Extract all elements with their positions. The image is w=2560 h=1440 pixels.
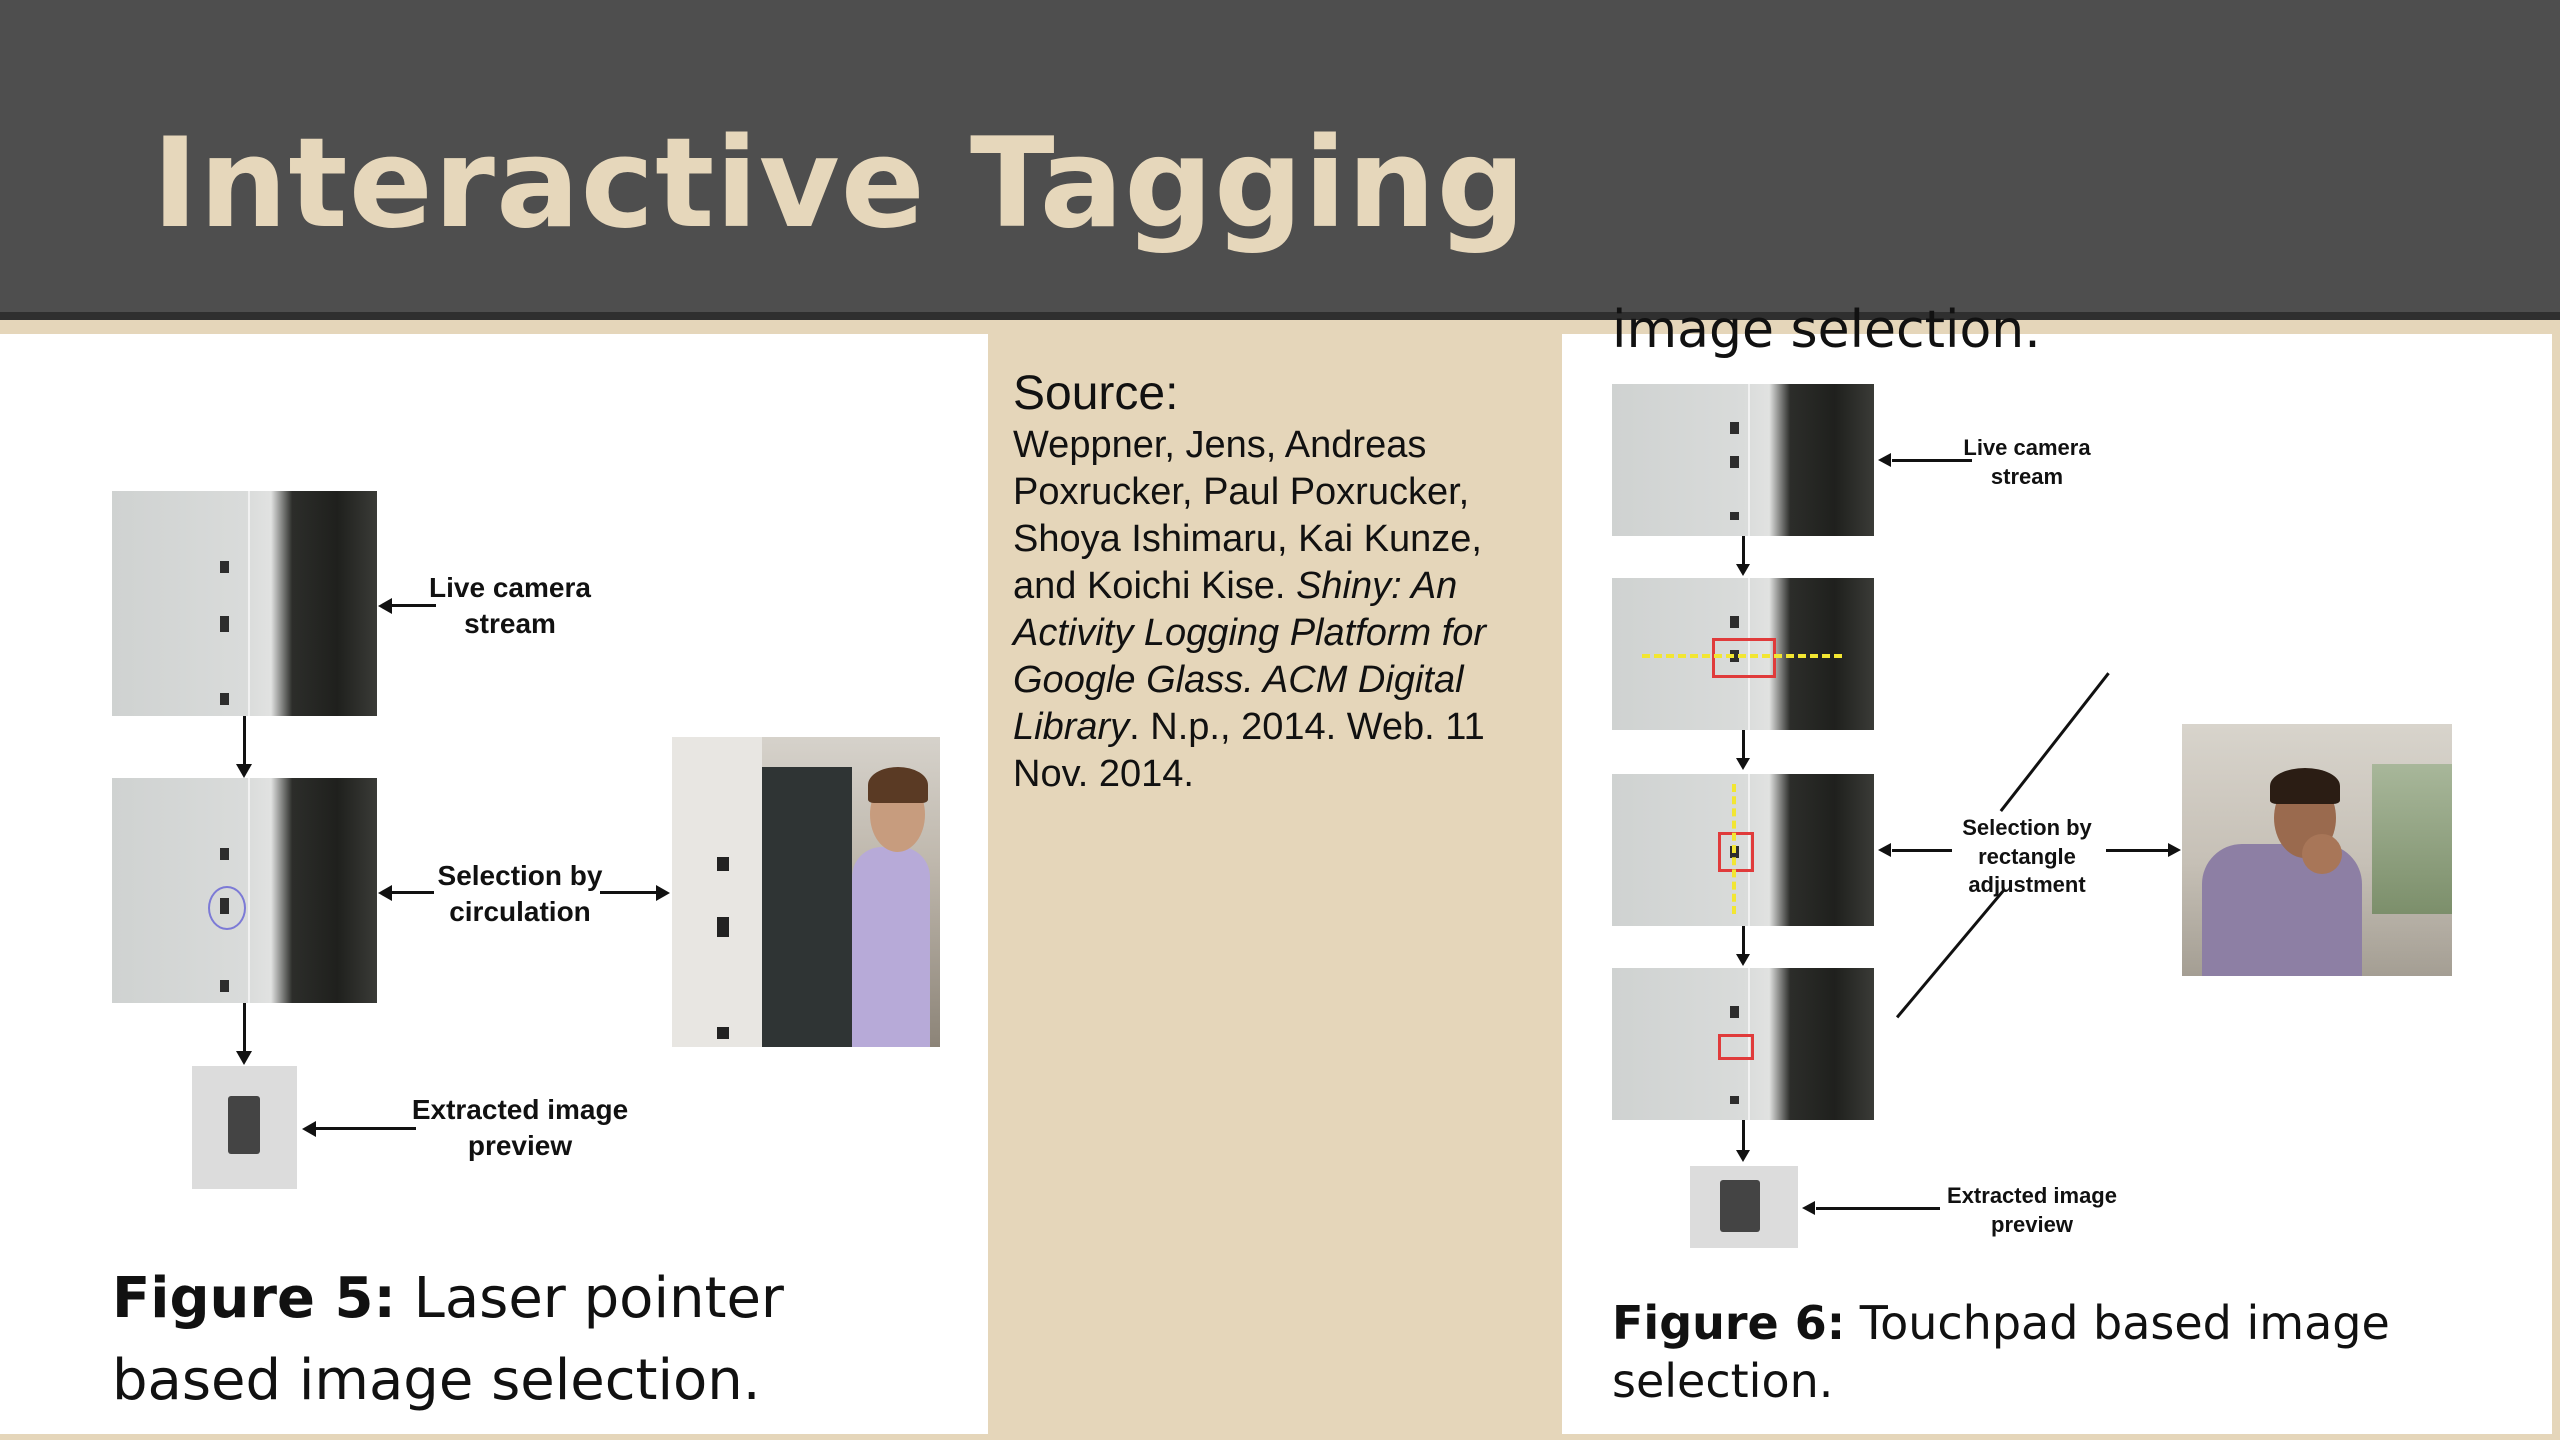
arrowhead-live-camera xyxy=(378,598,392,614)
arrowhead6-extracted xyxy=(1802,1201,1815,1215)
figure-5-caption-label: Figure 5: xyxy=(112,1266,396,1331)
arrowhead-selection-left xyxy=(378,885,392,901)
camera-frame-d xyxy=(1612,968,1874,1120)
figure-5-caption xyxy=(112,1258,932,1422)
arrow6-selection-left xyxy=(1892,849,1952,852)
label-live-camera-2: Live camera stream xyxy=(1963,435,2091,489)
arrowhead-extracted xyxy=(302,1121,316,1137)
source-heading: Source: xyxy=(1013,367,1179,420)
arrow-extracted xyxy=(316,1127,416,1130)
arrow-selection-left xyxy=(392,891,434,894)
camera-frame-1 xyxy=(112,491,377,716)
source-authors: Weppner, Jens, Andreas Poxrucker, Paul Poxrucker, Shoya Ishimaru, Kai Kunze, and Koichi Kise. xyxy=(1013,424,1482,607)
source-title: Shiny: An Activity Logging Platform for Google Glass. ACM Digital Library xyxy=(1013,565,1487,748)
arrowhead6-live-camera xyxy=(1878,453,1891,467)
camera-frame-b xyxy=(1612,578,1874,730)
arrow-down-1 xyxy=(243,716,246,766)
guide-line-b xyxy=(1642,654,1842,658)
label-live-camera-1: Live camera stream xyxy=(429,572,591,640)
label-extracted-preview-2: Extracted image preview xyxy=(1947,1183,2117,1237)
user-photo-touchpad xyxy=(2182,724,2452,976)
arrow6-down-3 xyxy=(1742,926,1745,956)
arrow-down-2 xyxy=(243,1003,246,1053)
selection-box-d xyxy=(1718,1034,1754,1060)
arrow6-selection-right xyxy=(2106,849,2170,852)
arrow6-down-4 xyxy=(1742,1120,1745,1152)
figure-5-panel xyxy=(0,334,988,1434)
arrowhead-down-1 xyxy=(236,764,252,778)
figure-6-caption xyxy=(1612,1294,2532,1410)
source-citation xyxy=(1013,422,1533,798)
arrow6-down-2 xyxy=(1742,730,1745,760)
arrowhead6-down-2 xyxy=(1736,758,1750,770)
label-selection-rectangle: Selection by rectangle adjustment xyxy=(1962,815,2092,898)
camera-frame-2 xyxy=(112,778,377,1003)
arrow6-selection-up xyxy=(2000,672,2110,812)
arrowhead-down-2 xyxy=(236,1051,252,1065)
header-divider xyxy=(0,312,2560,320)
figure-6-caption-label: Figure 6: xyxy=(1612,1296,1846,1350)
selection-box-c xyxy=(1718,832,1754,872)
camera-frame-c xyxy=(1612,774,1874,926)
figure-6-caption-text: Touchpad based image selection. xyxy=(1612,1296,2390,1408)
slide-title: Interactive Tagging xyxy=(152,112,1527,256)
arrow6-selection-down xyxy=(1896,890,2004,1018)
arrowhead6-selection-left xyxy=(1878,843,1891,857)
selection-box-b xyxy=(1712,638,1776,678)
extracted-preview-1 xyxy=(192,1066,297,1189)
arrow-selection-right xyxy=(600,891,656,894)
label-extracted-preview-1: Extracted image preview xyxy=(411,1094,629,1162)
arrow6-down-1 xyxy=(1742,536,1745,566)
arrowhead6-down-4 xyxy=(1736,1150,1750,1162)
guide-line-c xyxy=(1732,784,1736,914)
arrowhead6-down-3 xyxy=(1736,954,1750,966)
arrowhead-selection-right xyxy=(656,885,670,901)
arrowhead6-down-1 xyxy=(1736,564,1750,576)
extracted-preview-2 xyxy=(1690,1166,1798,1248)
user-photo-laser xyxy=(672,737,940,1047)
clipped-heading: image selection. xyxy=(1612,300,2041,360)
figure-6-panel xyxy=(1562,300,2552,1434)
camera-frame-a xyxy=(1612,384,1874,536)
label-selection-circulation: Selection by circulation xyxy=(437,860,603,928)
arrowhead6-selection-right xyxy=(2168,843,2181,857)
figure-5-caption-text: Laser pointer based image selection. xyxy=(112,1266,784,1413)
source-tail: . N.p., 2014. Web. 11 Nov. 2014. xyxy=(1013,706,1485,795)
